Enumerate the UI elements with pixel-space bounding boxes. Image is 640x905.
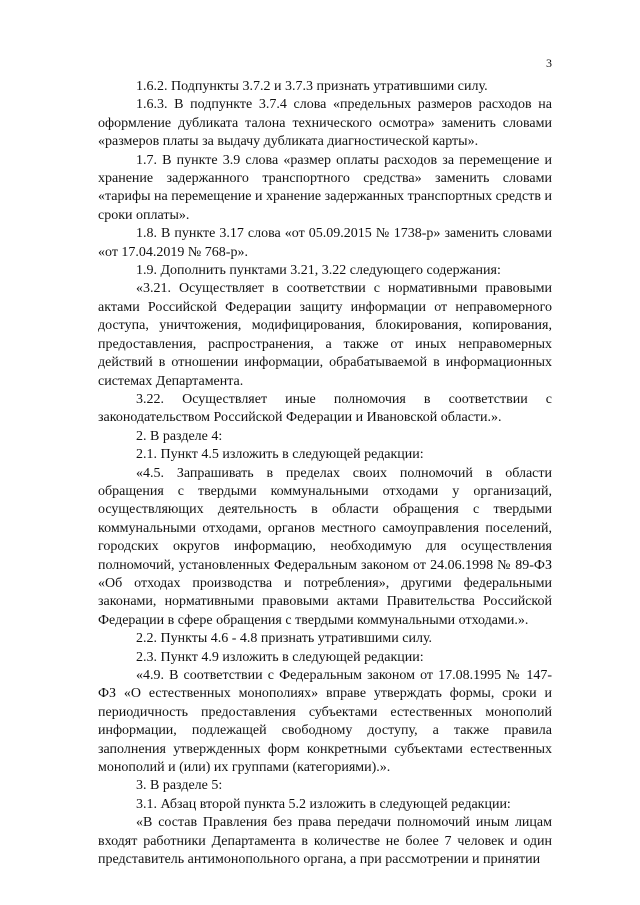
paragraph: 1.7. В пункте 3.9 слова «размер оплаты расходов за перемещение и хранение задержанного транспортного средства» заменить словами «тарифы на перемещение и хранение задержанных транспортных средств и сроки оплаты».: [98, 152, 552, 223]
paragraph: «В состав Правления без права передачи полномочий иным лицам входят работники Департамента в количестве не более 7 человек и один представитель антимонопольного органа, а при рассмотрении и принятии: [98, 815, 552, 868]
document-body: [98, 78, 552, 869]
paragraph: 1.6.3. В подпункте 3.7.4 слова «предельных размеров расходов на оформление дубликата талона технического осмотра» заменить словами «размеров платы за выдачу дубликата диагностической карты».: [98, 97, 552, 150]
paragraph: 1.6.2. Подпункты 3.7.2 и 3.7.3 признать утратившими силу.: [136, 79, 488, 94]
paragraph: 2. В разделе 4:: [136, 428, 223, 444]
paragraph: 1.8. В пункте 3.17 слова «от 05.09.2015 № 1738-р» заменить словами «от 17.04.2019 № 768-р».: [98, 226, 552, 260]
paragraph: 1.9. Дополнить пунктами 3.21, 3.22 следующего содержания:: [136, 263, 501, 279]
paragraph: «4.5. Запрашивать в пределах своих полномочий в области обращения с твердыми коммунальными отходами у организаций, осуществляющих деятельность в области обращения с твердыми коммунальными отходами, органов местного самоуправления поселений, городских округов информацию, необходимую для осуществления полномочий, установленных Федеральным законом от 24.06.1998 № 89-ФЗ «Об отходах производства и потребления», другими федеральными законами, нормативными правовыми актами Правительства Российской Федерации в сфере обращения с твердыми коммунальными отходами.».: [98, 465, 552, 628]
paragraph: 3.1. Абзац второй пункта 5.2 изложить в следующей редакции:: [136, 796, 511, 812]
page-number: 3: [546, 56, 552, 70]
paragraph: 3. В разделе 5:: [136, 778, 223, 794]
paragraph: 2.3. Пункт 4.9 изложить в следующей редакции:: [136, 649, 424, 665]
paragraph: 2.2. Пункты 4.6 - 4.8 признать утратившими силу.: [136, 631, 433, 647]
paragraph: «3.21. Осуществляет в соответствии с нормативными правовыми актами Российской Федерации защиту информации от неправомерного доступа, уничтожения, модифицирования, блокирования, копирования, предоставления, распространения, а также от иных неправомерных действий в отношении информации, обрабатываемой в информационных системах Департамента.: [98, 281, 552, 389]
paragraph: 3.22. Осуществляет иные полномочия в соответствии с законодательством Российской Федерации и Ивановской области.».: [98, 391, 552, 426]
paragraph: 2.1. Пункт 4.5 изложить в следующей редакции:: [136, 447, 424, 463]
paragraph: «4.9. В соответствии с Федеральным законом от 17.08.1995 № 147-ФЗ «О естественных монополиях» вправе утверждать формы, сроки и периодичность предоставления субъектами естественных монополий информации, подлежащей свободному доступу, а также правила заполнения утвержденных форм конкретными субъектами естественных монополий и (или) их группами (категориями).».: [98, 668, 552, 776]
